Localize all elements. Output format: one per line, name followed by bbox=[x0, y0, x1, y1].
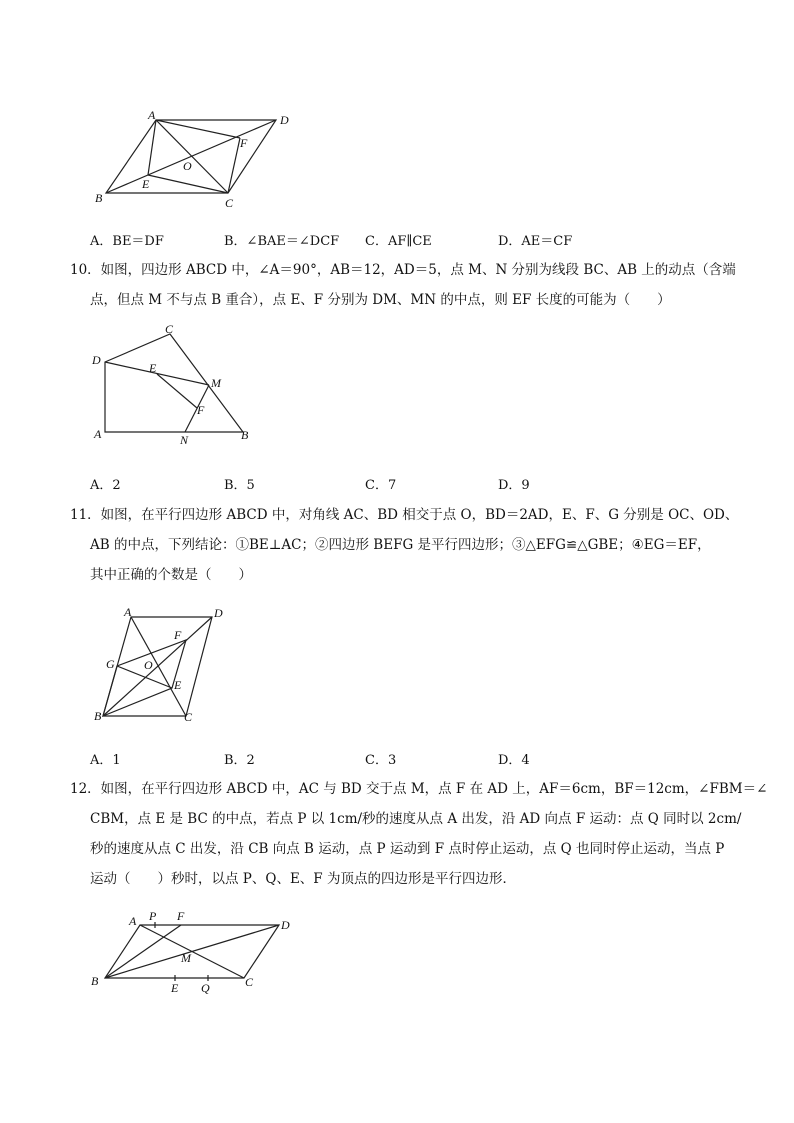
q11-option-c[interactable]: C．3 bbox=[365, 753, 397, 768]
q12-diagonal-bd bbox=[105, 925, 279, 978]
q10-option-d[interactable]: D．9 bbox=[498, 478, 530, 493]
q9-label-f: F bbox=[240, 136, 248, 150]
q12-label-c: C bbox=[245, 975, 254, 989]
q11-question bbox=[70, 500, 739, 590]
q12-line-1: 12．如图，在平行四边形 ABCD 中，AC 与 BD 交于点 M，点 F 在 AD 上，AF＝6cm，BF＝12cm，∠FBM＝∠ bbox=[70, 781, 768, 797]
q10-label-c: C bbox=[165, 322, 174, 336]
q10-question bbox=[70, 255, 736, 315]
q11-label-a: A bbox=[124, 605, 132, 619]
q11-line-1: 11．如图，在平行四边形 ABCD 中，对角线 AC、BD 相交于点 O，BD＝2AD，E、F、G 分别是 OC、OD、 bbox=[70, 507, 739, 523]
q10-option-a[interactable]: A．2 bbox=[90, 478, 121, 493]
q9-option-c[interactable]: C．AF∥CE bbox=[365, 234, 432, 249]
q9-figure bbox=[80, 100, 320, 220]
q12-line-4: 运动（ ）秒时，以点 P、Q、E、F 为顶点的四边形是平行四边形． bbox=[90, 871, 516, 887]
q10-option-b[interactable]: B．5 bbox=[224, 478, 255, 493]
q11-option-b[interactable]: B．2 bbox=[224, 753, 255, 768]
q10-quadrilateral bbox=[105, 334, 243, 432]
q9-segment-af bbox=[156, 120, 240, 138]
q10-label-m: M bbox=[211, 376, 221, 390]
q11-label-f: F bbox=[174, 628, 182, 642]
q11-line-3: 其中正确的个数是（ ） bbox=[90, 567, 252, 583]
q12-label-b: B bbox=[91, 974, 99, 988]
q12-label-e: E bbox=[171, 981, 179, 995]
q10-option-c[interactable]: C．7 bbox=[365, 478, 397, 493]
q12-label-a: A bbox=[129, 914, 137, 928]
q11-label-d: D bbox=[214, 606, 223, 620]
q11-label-o: O bbox=[144, 658, 153, 672]
q9-label-e: E bbox=[142, 177, 150, 191]
q12-label-d: D bbox=[281, 918, 290, 932]
q12-label-f: F bbox=[177, 909, 185, 923]
q12-segment-bf bbox=[105, 925, 181, 978]
q9-label-a: A bbox=[148, 108, 156, 122]
q10-figure bbox=[85, 320, 275, 450]
q10-label-b: B bbox=[241, 428, 249, 442]
q9-segment-ec bbox=[148, 175, 228, 193]
q11-label-e: E bbox=[174, 678, 182, 692]
q9-option-a[interactable]: A．BE＝DF bbox=[90, 234, 164, 249]
q12-figure bbox=[85, 905, 300, 995]
q11-option-d[interactable]: D．4 bbox=[498, 753, 530, 768]
q9-label-b: B bbox=[95, 191, 103, 205]
q11-figure bbox=[88, 600, 248, 730]
q10-line-2: 点，但点 M 不与点 B 重合），点 E、F 分别为 DM、MN 的中点，则 EF 长度的可能为（ ） bbox=[90, 292, 671, 308]
q10-label-e: E bbox=[149, 361, 157, 375]
q12-line-2: CBM，点 E 是 BC 的中点，若点 P 以 1cm/秒的速度从点 A 出发，沿 AD 向点 F 运动：点 Q 同时以 2cm/ bbox=[90, 811, 742, 827]
q12-label-q: Q bbox=[201, 981, 210, 995]
q10-label-f: F bbox=[197, 403, 205, 417]
q10-label-d: D bbox=[92, 353, 101, 367]
q12-question bbox=[70, 774, 768, 894]
q12-label-m: M bbox=[181, 951, 191, 965]
q10-label-n: N bbox=[180, 433, 189, 447]
q9-label-o: O bbox=[183, 159, 192, 173]
q12-label-p: P bbox=[149, 909, 157, 923]
q11-option-a[interactable]: A．1 bbox=[90, 753, 121, 768]
q12-line-3: 秒的速度从点 C 出发，沿 CB 向点 B 运动，点 P 运动到 F 点时停止运动，点 Q 也同时停止运动，当点 P bbox=[90, 841, 725, 857]
q9-label-d: D bbox=[280, 113, 289, 127]
q10-line-1: 10．如图，四边形 ABCD 中，∠A＝90°，AB＝12，AD＝5，点 M、N 分别为线段 BC、AB 上的动点（含端 bbox=[70, 262, 736, 278]
q9-option-b[interactable]: B．∠BAE＝∠DCF bbox=[224, 234, 340, 249]
q11-line-2: AB 的中点，下列结论：①BE⊥AC；②四边形 BEFG 是平行四边形；③△EFG≌△GBE；④EG＝EF， bbox=[90, 537, 711, 553]
q11-label-b: B bbox=[94, 709, 102, 723]
q9-segment-ae bbox=[148, 120, 156, 175]
q11-label-g: G bbox=[106, 657, 115, 671]
q11-label-c: C bbox=[184, 710, 193, 724]
q9-option-d[interactable]: D．AE＝CF bbox=[498, 234, 573, 249]
q10-label-a: A bbox=[94, 427, 102, 441]
q9-label-c: C bbox=[225, 196, 234, 210]
q10-segment-ef bbox=[157, 374, 197, 408]
